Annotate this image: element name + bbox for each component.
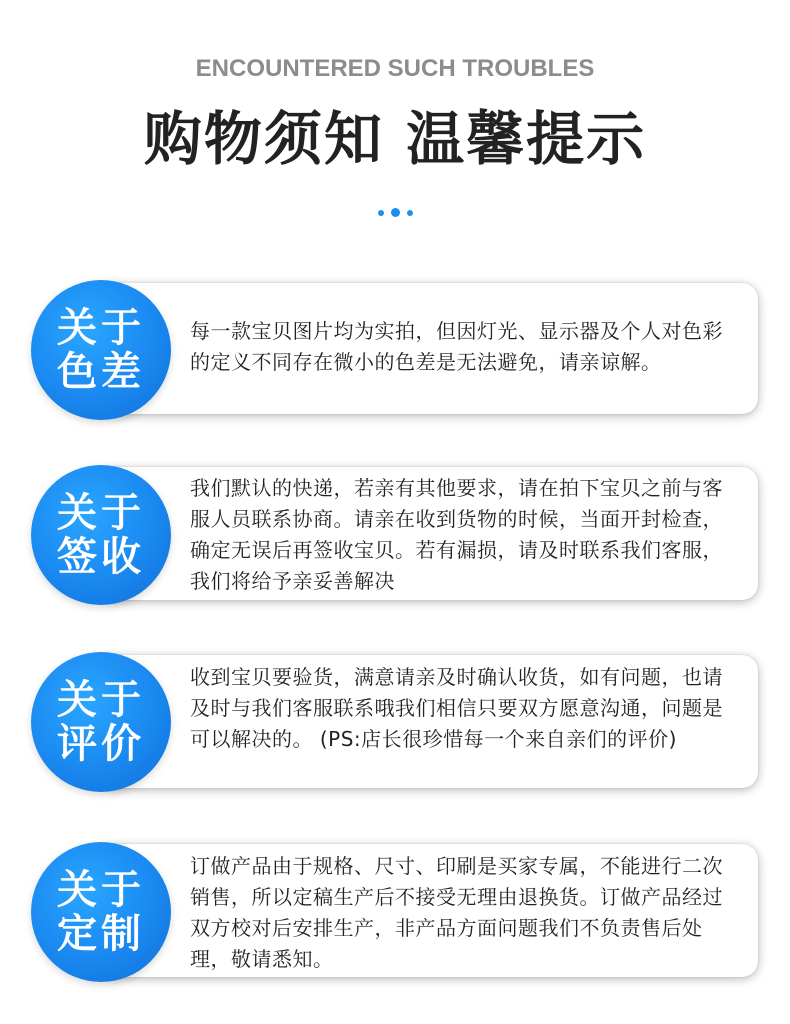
badge-receipt-line2: 签收 [57,534,145,580]
notice-card-custom [100,844,758,977]
badge-custom [31,842,171,982]
notice-card-receipt [100,467,758,600]
badge-color [31,280,171,420]
dot-center [391,208,400,217]
badge-receipt [31,465,171,605]
notice-text-review: 收到宝贝要验货，满意请亲及时确认收货，如有问题，也请及时与我们客服联系哦我们相信只要双方愿意沟通，问题是可以解决的。 (PS:店长很珍惜每一个来自亲们的评价) [190,665,723,751]
decorative-dots [0,208,790,217]
badge-review [31,652,171,792]
dot-left [378,210,384,216]
badge-review-line1: 关于 [57,677,145,723]
badge-color-line1: 关于 [57,305,145,351]
page-title: 购物须知 温馨提示 [143,105,647,173]
notice-text-custom: 订做产品由于规格、尺寸、印刷是买家专属，不能进行二次销售，所以定稿生产后不接受无理由退换货。订做产品经过双方校对后安排生产，非产品方面问题我们不负责售后处理，敬请悉知。 [190,854,723,971]
header-subtitle: ENCOUNTERED SUCH TROUBLES [195,55,595,82]
badge-custom-line2: 定制 [57,911,145,957]
badge-review-line2: 评价 [57,721,145,767]
badge-receipt-line1: 关于 [57,490,145,536]
notice-text-color: 每一款宝贝图片均为实拍，但因灯光、显示器及个人对色彩的定义不同存在微小的色差是无法避免，请亲谅解。 [190,319,723,374]
badge-custom-line1: 关于 [57,867,145,913]
notice-card-review [100,655,758,788]
dot-right [407,210,413,216]
notice-text-receipt: 我们默认的快递，若亲有其他要求，请在拍下宝贝之前与客服人员联系协商。请亲在收到货物的时候，当面开封检查，确定无误后再签收宝贝。若有漏损，请及时联系我们客服，我们将给予亲妥善解决 [190,476,723,593]
notice-card-color [100,283,758,414]
badge-color-line2: 色差 [57,349,145,395]
